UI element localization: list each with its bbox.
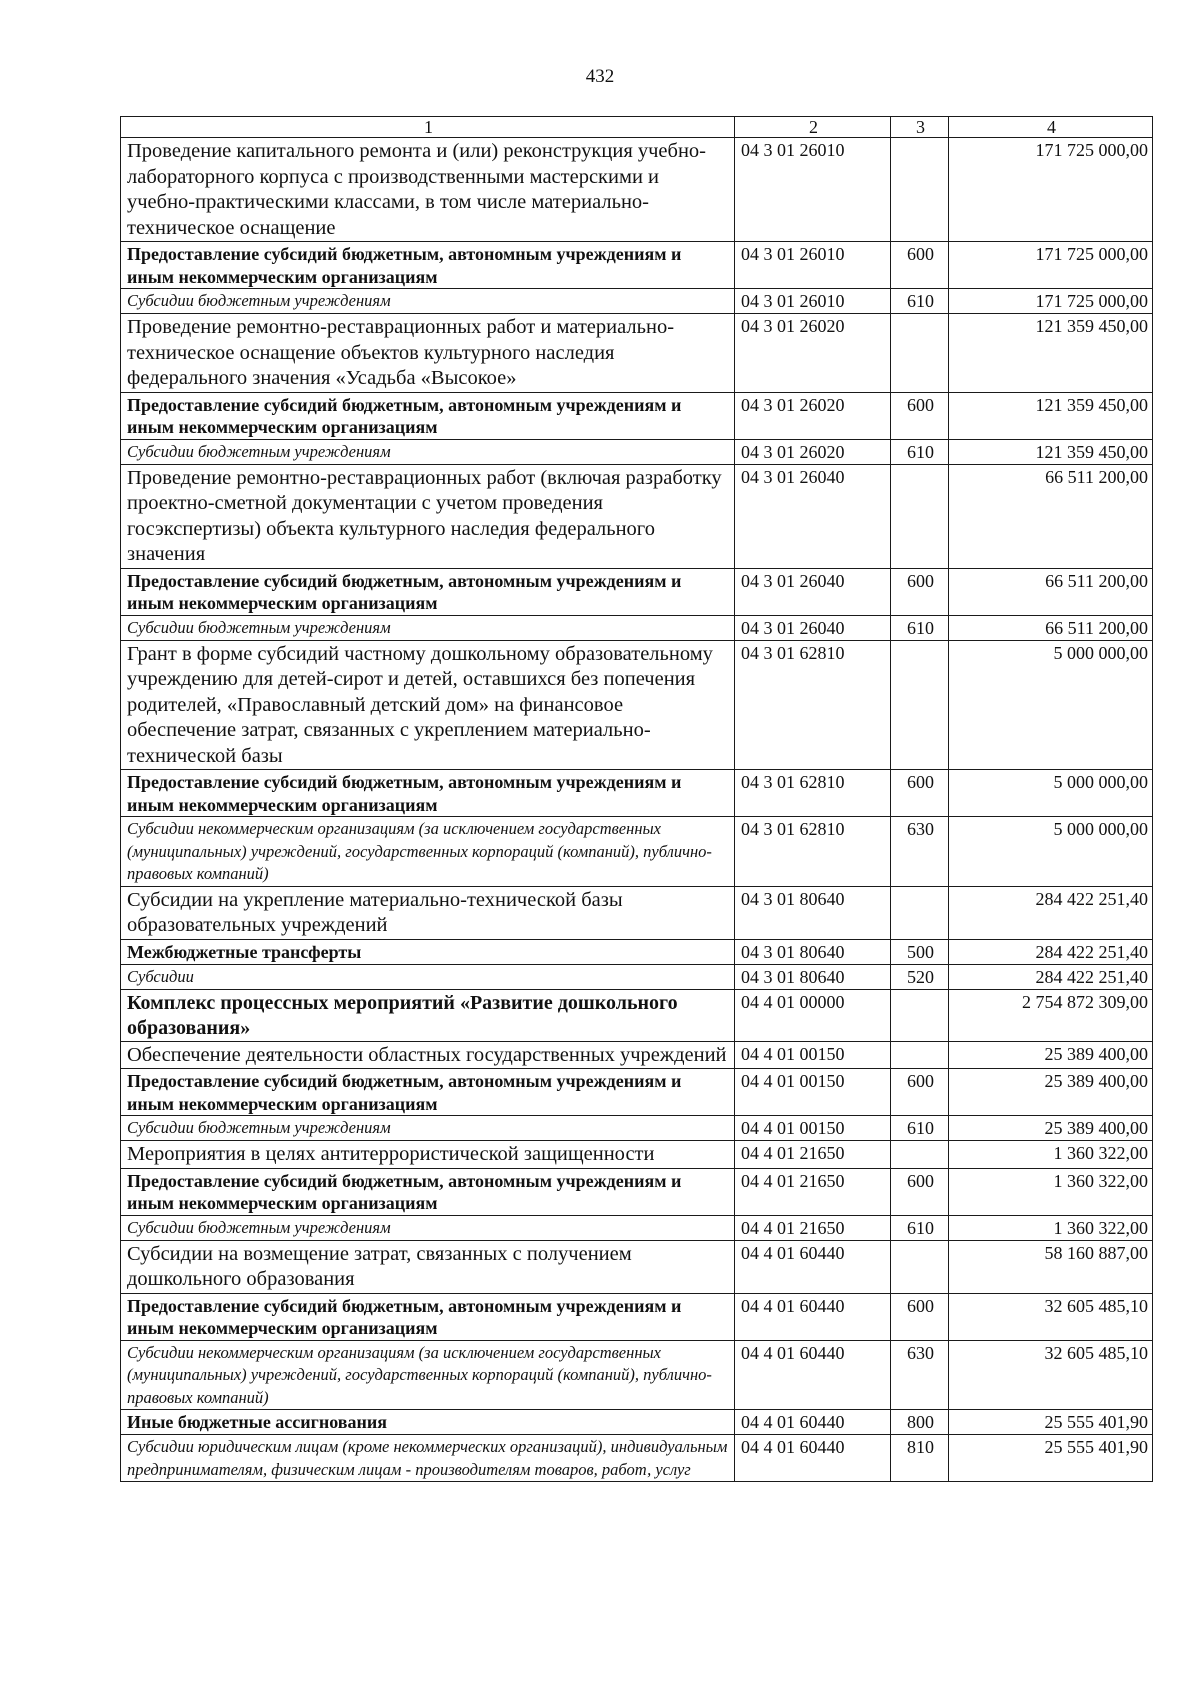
- table-row: [121, 1141, 1153, 1169]
- row-amount: 25 389 400,00: [949, 1041, 1153, 1069]
- row-target-code: 04 4 01 21650: [735, 1215, 891, 1240]
- row-description: Грант в форме субсидий частному дошкольному образовательному учреждению для детей-сирот и детей, оставшихся без попечения родителей, «Православный детский дом» на финансовое обеспечение затрат, связанных с укреплением материально-технической базы: [121, 640, 735, 770]
- row-expense-type: 600: [891, 770, 949, 817]
- row-amount: 2 754 872 309,00: [949, 989, 1153, 1041]
- row-amount: 25 555 401,90: [949, 1410, 1153, 1435]
- row-amount: 121 359 450,00: [949, 439, 1153, 464]
- table-row: [121, 1340, 1153, 1410]
- row-expense-type: 610: [891, 289, 949, 314]
- row-description: Субсидии: [121, 964, 735, 989]
- row-expense-type: 800: [891, 1410, 949, 1435]
- row-amount: 284 422 251,40: [949, 939, 1153, 964]
- table-row: [121, 1116, 1153, 1141]
- row-description: Иные бюджетные ассигнования: [121, 1410, 735, 1435]
- row-expense-type: 610: [891, 1116, 949, 1141]
- table-row: [121, 1069, 1153, 1116]
- row-amount: 1 360 322,00: [949, 1141, 1153, 1169]
- row-amount: 121 359 450,00: [949, 314, 1153, 393]
- row-description: Мероприятия в целях антитеррористической защищенности: [121, 1141, 735, 1169]
- row-expense-type: 600: [891, 1069, 949, 1116]
- row-target-code: 04 3 01 26020: [735, 439, 891, 464]
- row-target-code: 04 3 01 26010: [735, 138, 891, 242]
- row-amount: 171 725 000,00: [949, 289, 1153, 314]
- row-amount: 32 605 485,10: [949, 1340, 1153, 1410]
- row-target-code: 04 4 01 60440: [735, 1240, 891, 1293]
- row-expense-type: [891, 138, 949, 242]
- row-amount: 25 389 400,00: [949, 1069, 1153, 1116]
- row-description: Субсидии бюджетным учреждениям: [121, 1116, 735, 1141]
- row-target-code: 04 3 01 80640: [735, 939, 891, 964]
- table-row: [121, 314, 1153, 393]
- column-header-4: 4: [949, 117, 1153, 138]
- row-target-code: 04 3 01 26040: [735, 464, 891, 568]
- row-description: Предоставление субсидий бюджетным, автономным учреждениям и иным некоммерческим организациям: [121, 242, 735, 289]
- row-amount: 58 160 887,00: [949, 1240, 1153, 1293]
- row-expense-type: [891, 640, 949, 770]
- row-expense-type: 630: [891, 1340, 949, 1410]
- table-body: [121, 138, 1153, 1482]
- row-amount: 66 511 200,00: [949, 615, 1153, 640]
- table-row: [121, 1410, 1153, 1435]
- row-expense-type: 520: [891, 964, 949, 989]
- column-header-1: 1: [121, 117, 735, 138]
- column-header-2: 2: [735, 117, 891, 138]
- row-expense-type: 630: [891, 817, 949, 887]
- row-expense-type: 500: [891, 939, 949, 964]
- table-row: [121, 1240, 1153, 1293]
- row-description: Проведение капитального ремонта и (или) реконструкция учебно-лабораторного корпуса с производственными мастерскими и учебно-практическими классами, в том числе материально-техническое оснащение: [121, 138, 735, 242]
- table-row: [121, 1435, 1153, 1482]
- row-amount: 25 389 400,00: [949, 1116, 1153, 1141]
- row-amount: 1 360 322,00: [949, 1168, 1153, 1215]
- row-expense-type: [891, 989, 949, 1041]
- table-row: [121, 439, 1153, 464]
- row-target-code: 04 3 01 62810: [735, 640, 891, 770]
- row-target-code: 04 4 01 60440: [735, 1340, 891, 1410]
- row-amount: 66 511 200,00: [949, 464, 1153, 568]
- row-amount: 5 000 000,00: [949, 817, 1153, 887]
- row-expense-type: 810: [891, 1435, 949, 1482]
- row-target-code: 04 3 01 26020: [735, 314, 891, 393]
- row-expense-type: 600: [891, 392, 949, 439]
- table-row: [121, 964, 1153, 989]
- row-description: Субсидии бюджетным учреждениям: [121, 1215, 735, 1240]
- row-description: Субсидии бюджетным учреждениям: [121, 439, 735, 464]
- row-description: Проведение ремонтно-реставрационных работ и материально-техническое оснащение объектов культурного наследия федерального значения «Усадьба «Высокое»: [121, 314, 735, 393]
- table-row: [121, 138, 1153, 242]
- row-amount: 121 359 450,00: [949, 392, 1153, 439]
- row-target-code: 04 3 01 80640: [735, 964, 891, 989]
- row-target-code: 04 3 01 80640: [735, 886, 891, 939]
- row-target-code: 04 4 01 00150: [735, 1116, 891, 1141]
- page-number: 432: [585, 66, 615, 87]
- row-description: Предоставление субсидий бюджетным, автономным учреждениям и иным некоммерческим организациям: [121, 1293, 735, 1340]
- row-description: Субсидии бюджетным учреждениям: [121, 289, 735, 314]
- row-expense-type: 610: [891, 1215, 949, 1240]
- table-row: [121, 1168, 1153, 1215]
- table-row: [121, 640, 1153, 770]
- table-row: [121, 770, 1153, 817]
- row-expense-type: 600: [891, 1293, 949, 1340]
- row-expense-type: [891, 886, 949, 939]
- row-description: Субсидии на возмещение затрат, связанных с получением дошкольного образования: [121, 1240, 735, 1293]
- table-header: [121, 117, 1153, 138]
- row-description: Предоставление субсидий бюджетным, автономным учреждениям и иным некоммерческим организациям: [121, 770, 735, 817]
- header-row: [121, 117, 1153, 138]
- row-target-code: 04 4 01 00150: [735, 1069, 891, 1116]
- row-target-code: 04 3 01 26010: [735, 289, 891, 314]
- row-expense-type: [891, 1240, 949, 1293]
- row-description: Проведение ремонтно-реставрационных работ (включая разработку проектно-сметной документации с учетом проведения госэкспертизы) объекта культурного наследия федерального значения: [121, 464, 735, 568]
- row-description: Субсидии некоммерческим организациям (за исключением государственных (муниципальных) учреждений, государственных корпораций (компаний), публично-правовых компаний): [121, 1340, 735, 1410]
- row-description: Субсидии юридическим лицам (кроме некоммерческих организаций), индивидуальным предпринимателям, физическим лицам - производителям товаров, работ, услуг: [121, 1435, 735, 1482]
- row-expense-type: 610: [891, 615, 949, 640]
- row-amount: 171 725 000,00: [949, 138, 1153, 242]
- table-row: [121, 568, 1153, 615]
- row-target-code: 04 4 01 00150: [735, 1041, 891, 1069]
- row-description: Предоставление субсидий бюджетным, автономным учреждениям и иным некоммерческим организациям: [121, 1069, 735, 1116]
- row-expense-type: 610: [891, 439, 949, 464]
- row-amount: 66 511 200,00: [949, 568, 1153, 615]
- table-row: [121, 242, 1153, 289]
- table-row: [121, 939, 1153, 964]
- row-amount: 284 422 251,40: [949, 964, 1153, 989]
- table-row: [121, 886, 1153, 939]
- table-row: [121, 289, 1153, 314]
- row-target-code: 04 3 01 26010: [735, 242, 891, 289]
- table-row: [121, 817, 1153, 887]
- row-target-code: 04 3 01 26020: [735, 392, 891, 439]
- row-amount: 284 422 251,40: [949, 886, 1153, 939]
- row-target-code: 04 4 01 60440: [735, 1410, 891, 1435]
- row-expense-type: 600: [891, 242, 949, 289]
- table-row: [121, 989, 1153, 1041]
- row-target-code: 04 3 01 26040: [735, 568, 891, 615]
- row-target-code: 04 4 01 21650: [735, 1141, 891, 1169]
- column-header-3: 3: [891, 117, 949, 138]
- row-expense-type: [891, 1141, 949, 1169]
- table-row: [121, 1041, 1153, 1069]
- row-target-code: 04 3 01 62810: [735, 817, 891, 887]
- row-description: Субсидии на укрепление материально-технической базы образовательных учреждений: [121, 886, 735, 939]
- row-description: Предоставление субсидий бюджетным, автономным учреждениям и иным некоммерческим организациям: [121, 1168, 735, 1215]
- table-row: [121, 392, 1153, 439]
- row-expense-type: 600: [891, 1168, 949, 1215]
- row-description: Предоставление субсидий бюджетным, автономным учреждениям и иным некоммерческим организациям: [121, 392, 735, 439]
- row-target-code: 04 3 01 26040: [735, 615, 891, 640]
- row-expense-type: [891, 1041, 949, 1069]
- table-row: [121, 1215, 1153, 1240]
- row-target-code: 04 3 01 62810: [735, 770, 891, 817]
- table-row: [121, 615, 1153, 640]
- row-description: Межбюджетные трансферты: [121, 939, 735, 964]
- row-amount: 32 605 485,10: [949, 1293, 1153, 1340]
- row-amount: 5 000 000,00: [949, 770, 1153, 817]
- row-description: Субсидии бюджетным учреждениям: [121, 615, 735, 640]
- row-expense-type: [891, 464, 949, 568]
- row-description: Комплекс процессных мероприятий «Развитие дошкольного образования»: [121, 989, 735, 1041]
- table-row: [121, 1293, 1153, 1340]
- row-amount: 25 555 401,90: [949, 1435, 1153, 1482]
- row-description: Предоставление субсидий бюджетным, автономным учреждениям и иным некоммерческим организациям: [121, 568, 735, 615]
- row-target-code: 04 4 01 60440: [735, 1293, 891, 1340]
- row-amount: 171 725 000,00: [949, 242, 1153, 289]
- row-target-code: 04 4 01 60440: [735, 1435, 891, 1482]
- row-description: Субсидии некоммерческим организациям (за исключением государственных (муниципальных) учреждений, государственных корпораций (компаний), публично-правовых компаний): [121, 817, 735, 887]
- row-amount: 1 360 322,00: [949, 1215, 1153, 1240]
- row-amount: 5 000 000,00: [949, 640, 1153, 770]
- row-target-code: 04 4 01 21650: [735, 1168, 891, 1215]
- row-expense-type: 600: [891, 568, 949, 615]
- row-target-code: 04 4 01 00000: [735, 989, 891, 1041]
- row-expense-type: [891, 314, 949, 393]
- row-description: Обеспечение деятельности областных государственных учреждений: [121, 1041, 735, 1069]
- table-row: [121, 464, 1153, 568]
- budget-table: [120, 116, 1153, 1482]
